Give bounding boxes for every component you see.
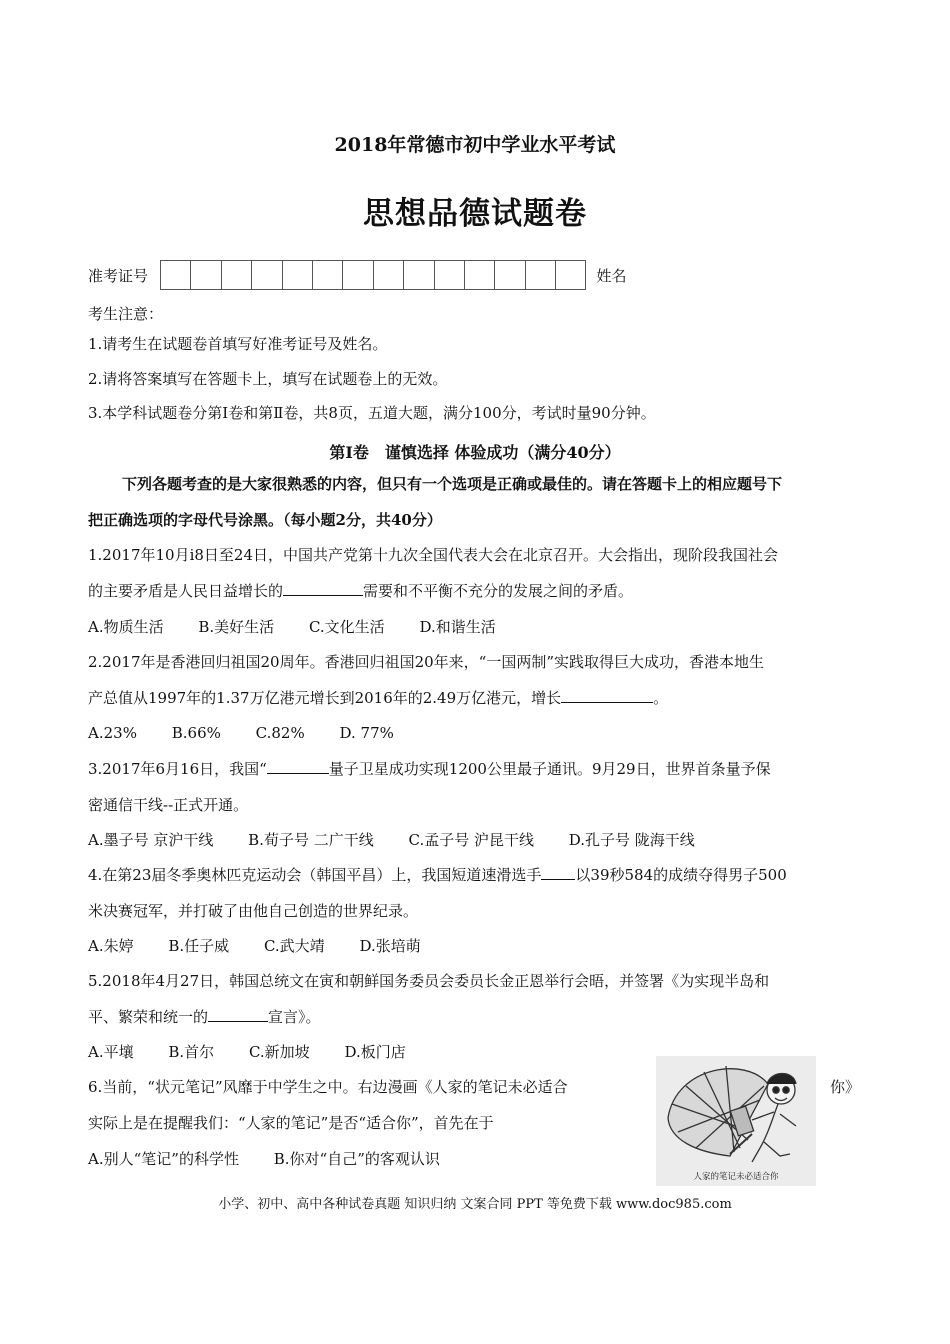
q1-blank [283,581,363,596]
q5-options [88,1042,436,1062]
q4-option-a[interactable]: A.朱婷 [88,937,134,955]
cartoon-image [656,1056,816,1186]
q4-option-d[interactable]: D.张培萌 [359,937,421,955]
q5-text-b: 宣言》。 [268,1008,321,1026]
id-box[interactable] [343,261,373,289]
q3-blank [267,759,329,774]
id-box[interactable] [465,261,495,289]
instruction-line-2: 把正确选项的字母代号涂黑。（每小题2分，共40分） [88,511,442,529]
q6-line-1b: 你》 [830,1078,861,1096]
q5-option-a[interactable]: A.平壤 [88,1043,134,1061]
q5-text-a: 平、繁荣和统一的 [88,1008,209,1026]
id-box[interactable] [556,261,585,289]
candidate-id-label: 准考证号 [88,266,149,285]
id-box[interactable] [222,261,252,289]
q2-options [88,723,424,743]
q4-blank [541,865,575,880]
q5-option-b[interactable]: B.首尔 [168,1043,215,1061]
q1-text-b: 需要和不平衡不充分的发展之间的矛盾。 [363,582,634,600]
exam-title: 2018年常德市初中学业水平考试 [334,134,616,156]
q4-line-2: 米决赛冠军，并打破了由他自己创造的世界纪录。 [88,902,419,920]
q4-option-c[interactable]: C.武大靖 [263,937,325,955]
q4-text-b: 以39秒584的成绩夺得男子500 [575,866,787,884]
q3-line-1 [88,759,771,779]
q4-text-a: 4.在第23届冬季奥林匹克运动会（韩国平昌）上，我国短道速滑选手 [88,866,542,884]
q2-blank [561,688,653,703]
q1-option-c[interactable]: C.文化生活 [308,618,385,636]
q4-option-b[interactable]: B.任子威 [168,937,230,955]
note-3: 3.本学科试题卷分第Ⅰ卷和第Ⅱ卷，共8页，五道大题，满分100分，考试时量90分钟。 [88,404,656,422]
note-1: 1.请考生在试题卷首填写好准考证号及姓名。 [88,335,388,353]
q2-option-b[interactable]: B.66% [171,724,221,742]
q3-line-2: 密通信干线--正式开通。 [88,796,249,814]
id-box[interactable] [374,261,404,289]
q2-text-a: 产总值从1997年的1.37万亿港元增长到2016年的2.49万亿港元，增长 [88,689,562,707]
q3-option-b[interactable]: B.荀子号 二广干线 [248,831,374,849]
id-box[interactable] [283,261,313,289]
q2-option-d[interactable]: D. 77% [339,724,394,742]
q1-option-b[interactable]: B.美好生活 [198,618,275,636]
candidate-id-row [88,260,627,290]
q6-option-a[interactable]: A.别人“笔记”的科学性 [88,1150,239,1168]
q1-line-1: 1.2017年10月i8日至24日，中国共产党第十九次全国代表大会在北京召开。大会指出，现阶段我国社会 [88,546,779,564]
notice-label: 考生注意： [88,305,164,323]
id-box[interactable] [495,261,525,289]
q6-options [88,1149,470,1169]
q3-text-a: 3.2017年6月16日，我国“ [88,760,267,778]
q6-line-1a: 6.当前，“状元笔记”风靡于中学生之中。右边漫画《人家的笔记未必适合 [88,1078,568,1096]
id-box[interactable] [526,261,556,289]
id-box[interactable] [252,261,282,289]
candidate-id-boxes[interactable] [160,260,586,290]
q6-line-2: 实际上是在提醒我们：“人家的笔记”是否“适合你”，首先在于 [88,1114,494,1132]
id-box[interactable] [435,261,465,289]
paper-subtitle: 思想品德试题卷 [363,196,587,232]
q2-option-c[interactable]: C.82% [255,724,305,742]
q3-option-d[interactable]: D.孔子号 陇海干线 [568,831,695,849]
q1-option-d[interactable]: D.和谐生活 [419,618,496,636]
instruction-line-1: 下列各题考查的是大家很熟悉的内容，但只有一个选项是正确或最佳的。请在答题卡上的相应题号下 [122,475,783,493]
q5-line-2 [88,1007,321,1027]
note-2: 2.请将答案填写在答题卡上，填写在试题卷上的无效。 [88,370,448,388]
q2-line-1: 2.2017年是香港回归祖国20周年。香港回归祖国20年来，“一国两制”实践取得巨大成功，香港本地生 [88,653,765,671]
q1-option-a[interactable]: A.物质生活 [88,618,164,636]
q5-option-d[interactable]: D.板门店 [344,1043,406,1061]
q5-option-c[interactable]: C.新加坡 [248,1043,310,1061]
id-box[interactable] [313,261,343,289]
q1-line-2 [88,581,633,601]
q3-option-c[interactable]: C.孟子号 沪昆干线 [408,831,534,849]
id-box[interactable] [191,261,221,289]
q1-options [88,617,526,637]
id-box[interactable] [161,261,191,289]
q5-line-1: 5.2018年4月27日，韩国总统文在寅和朝鲜国务委员会委员长金正恩举行会晤，并签署《为实现半岛和 [88,972,770,990]
q3-text-b: 量子卫星成功实现1200公里最子通讯。9月29日，世界首条量予保 [328,760,771,778]
cartoon-caption: 人家的笔记未必适合你 [693,1172,779,1182]
q2-text-b: 。 [653,689,669,707]
q3-option-a[interactable]: A.墨子号 京沪干线 [88,831,214,849]
q3-options [88,830,725,850]
id-box[interactable] [404,261,434,289]
q4-options [88,936,451,956]
q6-option-b[interactable]: B.你对“自己”的客观认识 [273,1150,440,1168]
section-title: 第Ⅰ卷 谨慎选择 体验成功（满分40分） [329,443,621,462]
q5-blank [208,1007,268,1022]
footer-text: 小学、初中、高中各种试卷真题 知识归纳 文案合同 PPT 等免费下载 www.doc985.com [218,1197,732,1212]
q1-text-a: 的主要矛盾是人民日益增长的 [88,582,284,600]
q4-line-1 [88,865,787,885]
q2-line-2 [88,688,668,708]
name-label: 姓名 [596,266,627,285]
q2-option-a[interactable]: A.23% [88,724,137,742]
